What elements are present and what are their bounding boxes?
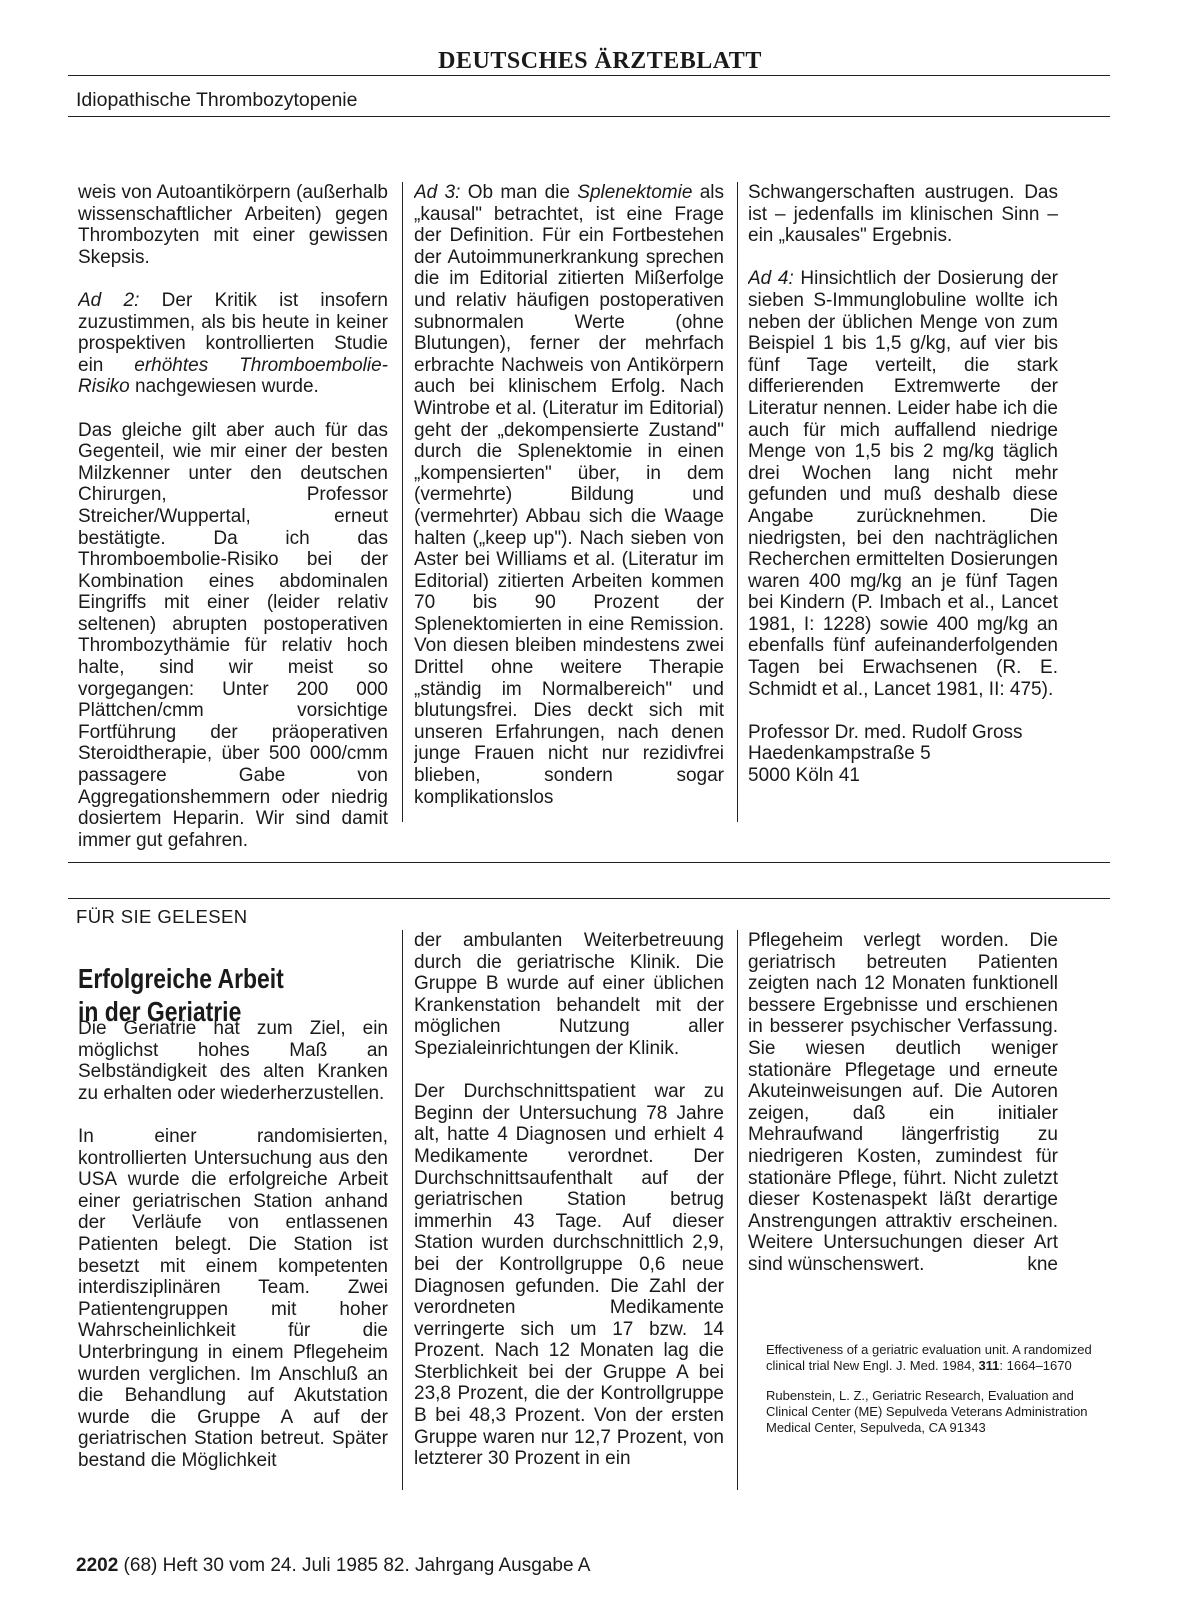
author-initials: kne <box>1027 1253 1058 1275</box>
page-number: 2202 <box>76 1555 119 1576</box>
signature-name: Professor Dr. med. Rudolf Gross <box>748 721 1023 743</box>
paragraph: Ad 4: Hinsichtlich der Dosierung der sieben S-Immunglobuline wollte ich neben der üblichen Menge von zum Beispiel 1 bis 1,5 g/kg, auf vier bis fünf Tage verteilt, die stark differierenden Extremwerte der Literatur nennen. Leider habe ich die auch für mich auffallend niedrige Menge von 1,5 bis 2 mg/kg täglich drei Wochen lang nicht mehr gefunden und muß deshalb diese Angabe zurücknehmen. Die niedrigsten, bei den nachträglichen Recherchen ermittelten Dosierungen waren 400 mg/kg an je fünf Tagen bei Kindern (P. Imbach et al., Lancet 1981, I: 1228) sowie 400 mg/kg an ebenfalls fünf aufeinanderfolgenden Tagen bei Erwachsenen (R. E. Schmidt et al., Lancet 1981, II: 475). <box>748 268 1058 700</box>
page-footer: 2202 (68) Heft 30 vom 24. Juli 1985 82. Jahrgang Ausgabe A <box>76 1555 591 1576</box>
paragraph: In einer randomisierten, kontrollierten Untersuchung aus den USA wurde die erfolgreiche Arbeit einer geriatrischen Station anhand der Verläufe von entlassenen Patienten belegt. Die Station ist besetzt mit einem kompetenten interdisziplinären Team. Zwei Patientengruppen mit hoher Wahrscheinlichkeit für die Unterbringung in einem Pflegeheim wurden verglichen. Im Anschluß an die Behandlung auf Akutstation wurde die Gruppe A auf der geriatrischen Station betreut. Später bestand die Möglichkeit <box>78 1125 388 1471</box>
running-head: Idiopathische Thrombozytopenie <box>76 89 358 111</box>
masthead: DEUTSCHES ÄRZTEBLATT <box>438 48 762 74</box>
paragraph: Das gleiche gilt aber auch für das Gegenteil, wie mir einer der besten Milzkenner unter den deutschen Chirurgen, Professor Streicher/Wuppertal, erneut bestätigte. Da ich das Thromboembolie-Risiko bei der Kombination eines abdominalen Eingriffs mit einer (leider relativ seltenen) abrupten postoperativen Thrombozythämie für relativ hoch halte, sind wir meist so vorgegangen: Unter 200 000 Plättchen/cmm vorsichtige Fortführung der präoperativen Steroidtherapie, über 500 000/cmm passagere Gabe von Aggregationshemmern oder niedrig dosiertem Heparin. Wir sind damit immer gut gefahren. <box>78 419 388 851</box>
section-label: FÜR SIE GELESEN <box>76 906 248 927</box>
column-divider <box>402 930 403 1490</box>
masthead-rule <box>68 75 1110 76</box>
column-divider <box>737 182 738 822</box>
paragraph: Ad 2: Der Kritik ist insofern zuzustimmen, als bis heute in keiner prospektiven kontrollierten Studie ein erhöhtes Thromboembolie-Risiko nachgewiesen wurde. <box>78 289 388 398</box>
emphasis: erhöhtes Thromboembolie-Risiko <box>78 354 388 398</box>
signature-city: 5000 Köln 41 <box>748 765 860 787</box>
paragraph: der ambulanten Weiterbetreuung durch die geriatrische Klinik. Die Gruppe B wurde auf einer üblichen Krankenstation behandelt mit der möglichen Nutzung aller Spezialeinrichtungen der Klinik. <box>414 930 724 1059</box>
references <box>766 1342 1092 1450</box>
paragraph: Ad 3: Ob man die Splenektomie als „kausal" betrachtet, ist eine Frage der Definition. Für ein Fortbestehen der Autoimmunerkrankung sprechen die im Editorial zitierten Mißerfolge und relativ häufigen postoperativen subnormalen Werte (ohne Blutungen), ferner der mehrfach erbrachte Nachweis von Antikörpern auch bei klinischem Erfolg. Nach Wintrobe et al. (Literatur im Editorial) geht der „dekompensierte Zustand" durch die Splenektomie in einen „kompensierten" über, in dem (vermehrte) Bildung und (vermehrter) Abbau sich die Waage halten („keep up"). Nach sieben von Aster bei Williams et al. (Literatur im Editorial) zitierten Arbeiten kommen 70 bis 90 Prozent der Splenektomierten in eine Remission. Von diesen bleiben mindestens zwei Drittel ohne weitere Therapie „ständig im Normalbereich" und blutungsfrei. Dies deckt sich mit unseren Erfahrungen, nach denen junge Frauen nicht nur rezidivfrei blieben, sondern sogar komplikationslos <box>414 182 724 808</box>
article-column-2 <box>414 930 724 1470</box>
header-rule <box>68 116 1110 117</box>
ad-label: Ad 2: <box>78 289 140 311</box>
article-column-1 <box>78 1018 388 1471</box>
paragraph: Die Geriatrie hat zum Ziel, ein möglichst hohes Maß an Selbständigkeit des alten Kranken zu erhalten oder wiederherzustellen. <box>78 1018 388 1104</box>
paragraph: Der Durchschnittspatient war zu Beginn der Untersuchung 78 Jahre alt, hatte 4 Diagnosen und erhielt 4 Medikamente verordnet. Der Durchschnittsaufenthalt auf der geriatrischen Station betrug immerhin 43 Tage. Auf dieser Station wurden durchschnittlich 2,9, bei der Kontrollgruppe 0,6 neue Diagnosen gefunden. Die Zahl der verordneten Medikamente verringerte sich um 17 bzw. 14 Prozent. Nach 12 Monaten lag die Sterblichkeit bei der Gruppe A bei 23,8 Prozent, die der Kontrollgruppe B bei 48,3 Prozent. Von der ersten Gruppe waren nur 12,7 Prozent, von letzterer 30 Prozent in ein <box>414 1081 724 1470</box>
column-divider <box>402 182 403 822</box>
letter-column-2 <box>414 182 724 808</box>
column-divider <box>737 930 738 1490</box>
article-column-3 <box>748 930 1058 1276</box>
ad-label: Ad 4: <box>748 268 794 290</box>
signature-street: Haedenkampstraße 5 <box>748 743 931 765</box>
signature <box>748 722 1058 787</box>
emphasis: Splenektomie <box>577 182 693 203</box>
letter-column-3 <box>748 182 1058 787</box>
article-headline: Erfolgreiche Arbeit in der Geriatrie <box>78 963 284 1027</box>
paragraph: Schwangerschaften austrugen. Das ist – jedenfalls im klinischen Sinn – ein „kausales" Ergebnis. <box>748 182 1058 247</box>
ad-label: Ad 3: <box>414 182 461 203</box>
reference: Rubenstein, L. Z., Geriatric Research, Evaluation and Clinical Center (ME) Sepulveda Veterans Administration Medical Center, Sepulveda, CA 91343 <box>766 1388 1088 1435</box>
section-rule-top <box>68 862 1110 863</box>
reference: Effectiveness of a geriatric evaluation unit. A randomized clinical trial New Engl. J. Med. 1984, 311: 1664–1670 <box>766 1342 1092 1373</box>
letter-column-1 <box>78 182 388 851</box>
section-rule-bottom <box>68 898 1110 899</box>
paragraph: Pflegeheim verlegt worden. Die geriatrisch betreuten Patienten zeigten nach 12 Monaten funktionell bessere Ergebnisse und erschienen in besserer psychischer Verfassung. Sie wiesen deutlich weniger stationäre Pflegetage und erneute Akuteinweisungen auf. Die Autoren zeigen, daß ein initialer Mehraufwand längerfristig zu niedrigeren Kosten, zumindest für stationäre Pflege, führt. Nicht zuletzt dieser Kostenaspekt läßt derartige Anstrengungen attraktiv erscheinen. Weitere Untersuchungen dieser Art sind wünschenswert. kne <box>748 930 1058 1275</box>
paragraph: weis von Autoantikörpern (außerhalb wissenschaftlicher Arbeiten) gegen Thrombozyten mit einer gewissen Skepsis. <box>78 182 388 268</box>
